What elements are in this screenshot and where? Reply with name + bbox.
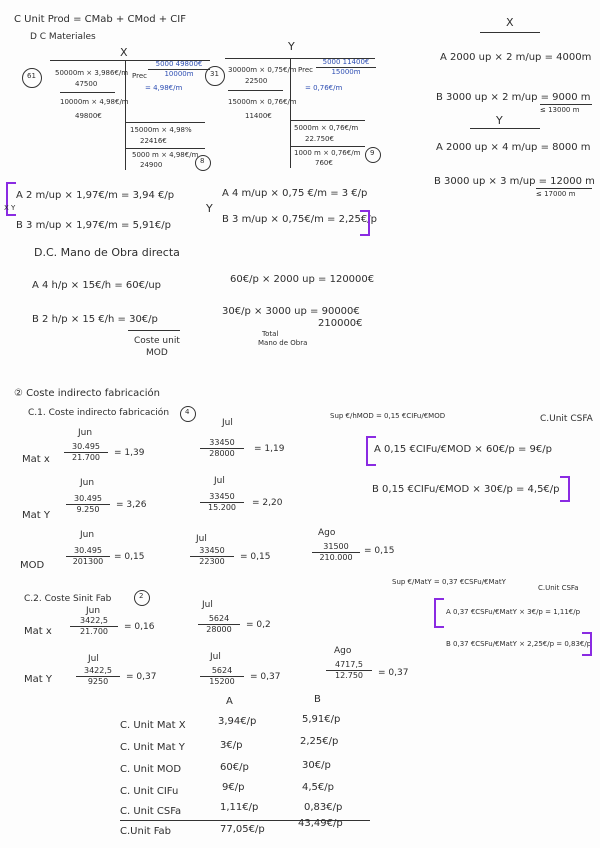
cif-maty-jun-num: 30.495 [66, 494, 110, 505]
cif-matx-jul-den: 28000 [209, 449, 235, 458]
circle-4-label: 4 [185, 408, 190, 416]
circle-2-label: 2 [139, 592, 144, 600]
mod-title: D.C. Mano de Obra directa [34, 246, 180, 259]
top-right-b2: B 3000 up × 3 m/up = 12000 m [434, 176, 595, 187]
summary-row-b: 30€/p [302, 760, 331, 771]
cif-c2-matx-jul-den: 28000 [206, 625, 232, 634]
y-prec-fraction [316, 58, 376, 77]
x-entry-rule [60, 92, 115, 93]
purple-bracket-b [560, 476, 570, 502]
cif-matx-jun-fraction [64, 442, 108, 463]
cif-mod-ago-val: = 0,15 [364, 546, 395, 556]
cif-maty-label: Mat Y [22, 510, 50, 521]
material-x-label: X [120, 46, 128, 59]
summary-row-a: 9€/p [222, 782, 245, 793]
summary-row-label: C. Unit CSFa [120, 806, 182, 817]
mod-calc-a: 60€/p × 2000 up = 120000€ [230, 274, 375, 285]
cif-c2-maty-label: Mat Y [24, 674, 52, 685]
y-entry-1-total: 22500 [245, 77, 268, 85]
mod-b-rule [128, 330, 180, 331]
mod-cost-unit-label: Coste unit [134, 336, 180, 346]
cif-maty-jul-fraction [200, 492, 244, 513]
top-right-b2-total: ≤ 17000 m [536, 190, 576, 198]
cif-jul-head-3: Jul [196, 534, 207, 544]
summary-total-b: 43,49€/p [298, 818, 343, 829]
summary-row-label: C. Unit Mat X [120, 720, 186, 731]
circle-31-label: 31 [210, 70, 219, 78]
cif-c2-jul-head-2: Jul [210, 652, 221, 662]
unit-cost-x-b: B 3 m/up × 1,97€/m = 5,91€/p [16, 220, 171, 231]
mod-total-value: 210000€ [318, 318, 363, 329]
cif-maty-jun-den: 9.250 [76, 505, 100, 514]
cif-matx-jul-fraction [200, 438, 244, 459]
mod-a-line: A 4 h/p × 15€/h = 60€/up [32, 280, 162, 291]
top-right-y-head: Y [496, 114, 503, 127]
cif-mod-jul-den: 22300 [199, 557, 225, 566]
cif-c2-maty-jul-fraction [200, 666, 244, 687]
x-entry-2-total: 49800€ [75, 112, 102, 120]
x-prec-value: = 4,98€/m [145, 84, 183, 92]
mod-calc-b: 30€/p × 3000 up = 90000€ [222, 306, 360, 317]
unit-cost-xy-label: X Y [4, 204, 16, 212]
mod-mod-label: MOD [146, 348, 168, 358]
cif-c2-maty-jul-val: = 0,37 [250, 672, 281, 682]
cif-mod-label: MOD [20, 560, 45, 571]
top-right-b1-rule [540, 104, 592, 105]
cif-title: ② Coste indirecto fabricación [14, 388, 160, 399]
y-entry-2: 15000m × 0,76€/m [228, 98, 297, 106]
mod-total-sub: Mano de Obra [258, 339, 308, 347]
cif-maty-jun-val: = 3,26 [116, 500, 147, 510]
y-prec-numerator: 5000 11400€ [316, 58, 376, 68]
right-a-line: A 0,15 €CIFu/€MOD × 60€/p = 9€/p [374, 444, 552, 455]
unit-cost-y-a: A 4 m/up × 0,75 €/m = 3 €/p [222, 188, 368, 199]
x-prec-fraction [148, 60, 210, 79]
x-right-rule-top [125, 122, 205, 123]
x-right-rule-mid [125, 148, 205, 149]
cif-c2-maty-jun-num: 3422,5 [76, 666, 120, 677]
cif-matx-jun-num: 30.495 [64, 442, 108, 453]
mod-b-line: B 2 h/p × 15 €/h = 30€/p [32, 314, 158, 325]
right-unit-csfa: C.Unit CSFA [540, 414, 593, 424]
summary-total-label: C.Unit Fab [120, 826, 172, 837]
summary-col-b: B [314, 694, 321, 705]
circle-8-label: 8 [200, 157, 205, 165]
top-right-x-head: X [506, 16, 514, 29]
summary-row-label: C. Unit MOD [120, 764, 182, 775]
purple-bracket-right [360, 210, 370, 236]
unit-cost-x-a: A 2 m/up × 1,97€/m = 3,94 €/p [16, 190, 175, 201]
right-csfa: C.Unit CSFa [538, 584, 579, 592]
cif-c2-maty-jun-den: 9250 [87, 677, 109, 686]
top-right-b1-total: ≤ 13000 m [540, 106, 580, 114]
cif-matx-jul-num: 33450 [200, 438, 244, 449]
cif-c2-maty-jun-val: = 0,37 [126, 672, 157, 682]
cif-matx-label: Mat x [22, 454, 50, 465]
y-entry-2-total: 11400€ [245, 112, 272, 120]
top-right-y-rule [470, 128, 540, 129]
right-sup-top: Sup €/hMOD = 0,15 €CIFu/€MOD [330, 412, 446, 420]
unit-cost-y-b: B 3 m/up × 0,75€/m = 2,25€/p [222, 214, 377, 225]
y-right-entry-1-total: 22.750€ [305, 135, 334, 143]
cif-c2-matx-jun-num: 3422,5 [70, 616, 118, 627]
cif-mod-jun-num: 30.495 [66, 546, 110, 557]
cif-mod-jul-num: 33450 [190, 546, 234, 557]
cif-mod-jun-fraction [66, 546, 110, 567]
y-right-entry-2: 1000 m × 0,76€/m [294, 149, 361, 157]
cif-sub1: C.1. Coste indirecto fabricación [28, 408, 170, 418]
cif-maty-jul-val: = 2,20 [252, 498, 283, 508]
cif-c2-matx-jun-den: 21.700 [80, 627, 108, 636]
top-right-b1: B 3000 up × 2 m/up = 9000 m [436, 92, 591, 103]
cif-c2-maty-jul-num: 5624 [200, 666, 244, 677]
cif-maty-jul-den: 15.200 [208, 503, 236, 512]
summary-row-b: 4,5€/p [302, 782, 334, 793]
x-prec-label: Prec [132, 72, 147, 80]
cif-mod-jul-fraction [190, 546, 234, 567]
x-prec-numerator: 5000 49800€ [148, 60, 210, 70]
cif-c2-maty-ago-val: = 0,37 [378, 668, 409, 678]
summary-row-label: C. Unit Mat Y [120, 742, 185, 753]
top-right-b2-rule [536, 188, 592, 189]
y-right-rule-top [290, 120, 365, 121]
cif-matx-jun-val: = 1,39 [114, 448, 145, 458]
cif-c2-matx-jul-fraction [198, 614, 240, 635]
page-title: C Unit Prod = CMab + CMod + CIF [14, 14, 186, 25]
mod-total-label: Total [262, 330, 279, 338]
x-right-entry-2-total: 24900 [140, 161, 163, 169]
cif-c2-maty-ago-fraction [326, 660, 372, 681]
top-right-x-rule [480, 32, 540, 33]
y-prec-denominator: 15000m [331, 68, 361, 76]
top-right-a1: A 2000 up × 2 m/up = 4000m [440, 52, 592, 63]
unit-cost-y-letter: Y [206, 202, 213, 215]
cif-c2-matx-jul-num: 5624 [198, 614, 240, 625]
cif-mod-ago-fraction [312, 542, 360, 563]
top-right-a2: A 2000 up × 4 m/up = 8000 m [436, 142, 591, 153]
summary-row-a: 1,11€/p [220, 802, 259, 813]
circle-9-label: 9 [370, 149, 375, 157]
cif-jun-head-1: Jun [78, 428, 93, 438]
summary-row-b: 2,25€/p [300, 736, 339, 747]
cif-c2-maty-ago-num: 4717,5 [326, 660, 372, 671]
cif-jun-head-3: Jun [80, 530, 95, 540]
cif-c2-ago-head: Ago [334, 646, 352, 656]
cif-mod-jun-den: 201300 [72, 557, 104, 566]
cif-mod-jul-val: = 0,15 [240, 552, 271, 562]
material-y-label: Y [288, 40, 295, 53]
summary-col-a: A [226, 696, 233, 707]
right-b2-line: B 0,37 €CSFu/€MatY × 2,25€/p = 0,83€/p [446, 640, 592, 648]
summary-row-a: 60€/p [220, 762, 249, 773]
cif-c2-jun-head-2: Jul [88, 654, 99, 664]
summary-row-b: 0,83€/p [304, 802, 343, 813]
cif-c2-maty-jul-den: 15200 [209, 677, 235, 686]
x-entry-1: 50000m × 3,986€/m [55, 69, 129, 77]
y-entry-rule [228, 90, 283, 91]
cif-c2-maty-ago-den: 12.750 [335, 671, 363, 680]
x-right-entry-2: 5000 m × 4,98€/m [132, 151, 199, 159]
cif-jul-head-1: Jul [222, 418, 233, 428]
summary-row-label: C. Unit CIFu [120, 786, 179, 797]
cif-mod-jun-val: = 0,15 [114, 552, 145, 562]
circle-61-label: 61 [27, 72, 36, 80]
x-right-entry-1-total: 22416€ [140, 137, 167, 145]
summary-row-a: 3,94€/p [218, 716, 257, 727]
cif-mod-ago-den: 210.000 [319, 553, 353, 562]
y-right-rule-mid [290, 146, 365, 147]
purple-bracket-c [434, 598, 444, 628]
cif-c2-jun-head-1: Jun [86, 606, 101, 616]
y-right-entry-2-total: 760€ [315, 159, 333, 167]
cif-c2-jul-head-1: Jul [202, 600, 213, 610]
right-b-line: B 0,15 €CIFu/€MOD × 30€/p = 4,5€/p [372, 484, 560, 495]
x-entry-1-total: 47500 [75, 80, 98, 88]
summary-row-a: 3€/p [220, 740, 243, 751]
cif-c2-maty-jun-fraction [76, 666, 120, 687]
right-a2-line: A 0,37 €CSFu/€MatY × 3€/p = 1,11€/p [446, 608, 581, 616]
cif-c2-matx-label: Mat x [24, 626, 52, 637]
cif-sub2: C.2. Coste Sinit Fab [24, 594, 112, 604]
x-prec-denominator: 10000m [164, 70, 194, 78]
right-sup-mid: Sup €/MatY = 0,37 €CSFu/€MatY [392, 578, 506, 586]
section-materials-heading: D C Materiales [30, 32, 96, 42]
cif-jul-head-2: Jul [214, 476, 225, 486]
cif-matx-jul-val: = 1,19 [254, 444, 285, 454]
y-entry-1: 30000m × 0,75€/m [228, 66, 297, 74]
summary-row-b: 5,91€/p [302, 714, 341, 725]
x-entry-2: 10000m × 4,98€/m [60, 98, 129, 106]
purple-bracket-d [582, 632, 592, 656]
cif-c2-matx-jul-val: = 0,2 [246, 620, 271, 630]
y-prec-label: Prec [298, 66, 313, 74]
summary-total-a: 77,05€/p [220, 824, 265, 835]
cif-matx-jun-den: 21.700 [72, 453, 100, 462]
x-right-entry-1: 15000m × 4,98% [130, 126, 192, 134]
cif-c2-matx-jun-val: = 0,16 [124, 622, 155, 632]
cif-jun-head-2: Jun [80, 478, 95, 488]
cif-c2-matx-jun-fraction [70, 616, 118, 637]
cif-maty-jul-num: 33450 [200, 492, 244, 503]
cif-ago-head-1: Ago [318, 528, 336, 538]
y-prec-value: = 0,76€/m [305, 84, 343, 92]
cif-maty-jun-fraction [66, 494, 110, 515]
y-right-entry-1: 5000m × 0,76€/m [294, 124, 359, 132]
cif-mod-ago-num: 31500 [312, 542, 360, 553]
